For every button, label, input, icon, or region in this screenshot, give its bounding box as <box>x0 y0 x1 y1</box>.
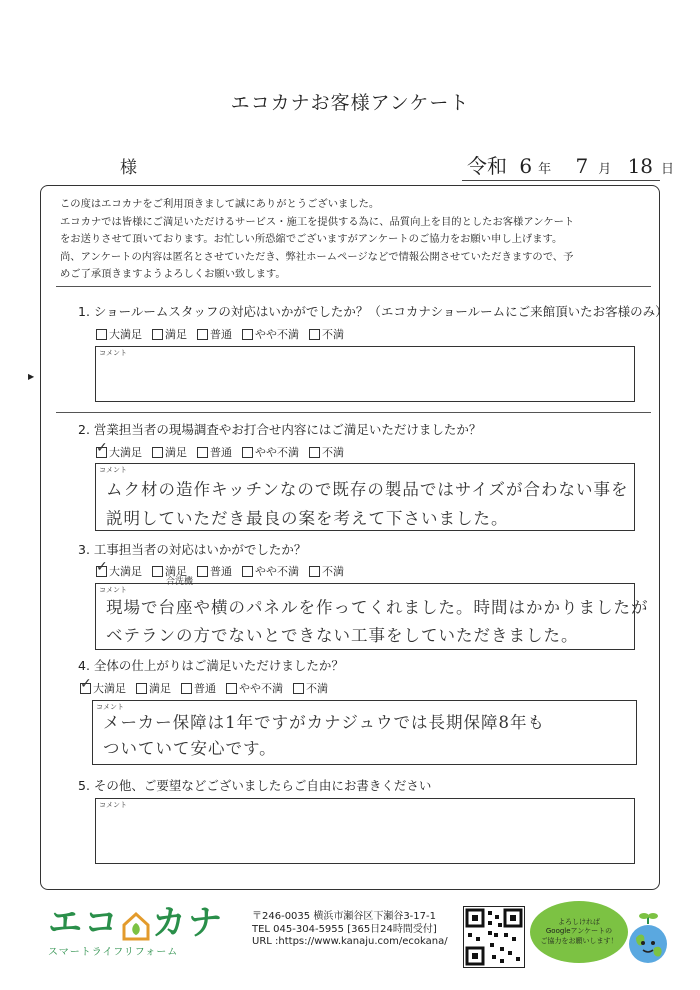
option-very-satisfied[interactable]: ✓ 大満足 <box>96 439 142 459</box>
intro-line: 尚、アンケートの内容は匿名とさせていただき、弊社ホームページなどで情報公開させていただきますので、予 <box>60 250 574 263</box>
option-somewhat-dissatisfied[interactable]: やや不満 <box>242 326 299 342</box>
date-year: 6 <box>519 154 533 178</box>
question-2-comment-box[interactable] <box>95 463 635 531</box>
checkbox[interactable] <box>226 683 237 694</box>
option-somewhat-dissatisfied[interactable]: やや不満 <box>226 680 283 696</box>
option-satisfied[interactable]: 満足 <box>152 444 187 460</box>
checkbox[interactable] <box>242 447 253 458</box>
bubble-line: よろしければ <box>558 917 600 926</box>
intro-text <box>60 196 650 284</box>
bubble-line: ご協力をお願いします！ <box>540 936 618 945</box>
checkmark-icon: ✓ <box>96 439 108 456</box>
address-line: URL :https://www.kanaju.com/ecokana/ <box>252 936 448 947</box>
comment-handwriting-line: 説明していただき最良の案を考えて下さいました。 <box>106 509 509 528</box>
checkbox[interactable] <box>197 329 208 340</box>
intro-line: エコカナでは皆様にご満足いただけるサービス・施工を提供する為に、品質向上を目的としたお客様アンケート <box>60 215 575 228</box>
checkbox-checked[interactable] <box>96 558 108 577</box>
comment-handwriting-line: 現場で台座や横のパネルを作ってくれました。時間はかかりましたが <box>106 598 649 617</box>
checkmark-icon: ✓ <box>96 558 108 575</box>
option-somewhat-dissatisfied[interactable]: やや不満 <box>242 563 299 579</box>
qr-code-icon[interactable] <box>463 906 525 968</box>
question-4-comment-box[interactable] <box>92 700 637 765</box>
question-3-title: 3. 工事担当者の対応はいかがでしたか？ <box>78 542 307 557</box>
date-month-unit: 月 <box>598 162 612 177</box>
option-dissatisfied[interactable]: 不満 <box>293 680 328 696</box>
ecokana-logo <box>48 905 224 958</box>
logo-subtitle: スマートライフリフォーム <box>48 947 179 958</box>
option-dissatisfied[interactable]: 不満 <box>309 444 344 460</box>
option-neutral[interactable]: 普通 <box>197 563 232 579</box>
question-3-comment-box[interactable] <box>95 577 649 650</box>
comment-label: コメント <box>99 466 127 474</box>
house-icon <box>122 911 150 941</box>
survey-date <box>467 150 674 179</box>
customer-name-suffix: 様 <box>120 158 137 178</box>
question-5-comment-box[interactable] <box>95 798 635 864</box>
checkbox[interactable] <box>152 447 163 458</box>
date-day-unit: 日 <box>661 162 675 177</box>
question-1-title: 1. ショールームスタッフの対応はいかがでしたか？（エコカナショールームにご来館頂いたお客様のみ） <box>78 304 668 319</box>
option-somewhat-dissatisfied[interactable]: やや不満 <box>242 444 299 460</box>
checkbox[interactable] <box>197 566 208 577</box>
option-neutral[interactable]: 普通 <box>197 444 232 460</box>
company-address <box>252 911 448 949</box>
question-4-title: 4. 全体の仕上がりはご満足いただけましたか？ <box>78 658 344 673</box>
checkbox[interactable] <box>309 329 320 340</box>
comment-label: コメント <box>99 586 127 594</box>
option-satisfied[interactable]: 満足 <box>136 680 171 696</box>
question-1-comment-box[interactable] <box>95 346 635 402</box>
checkbox[interactable] <box>197 447 208 458</box>
option-neutral[interactable]: 普通 <box>181 680 216 696</box>
checkbox[interactable] <box>96 329 107 340</box>
date-year-unit: 年 <box>538 162 552 177</box>
date-underline <box>462 180 660 181</box>
comment-handwriting-note: 合洗機 <box>166 577 194 587</box>
option-very-satisfied[interactable]: ✓ 大満足 <box>80 675 126 695</box>
option-dissatisfied[interactable]: 不満 <box>309 563 344 579</box>
earth-mascot-icon <box>624 912 672 970</box>
question-1-options <box>96 326 344 342</box>
logo-text-right: カナ <box>152 903 224 943</box>
date-era: 令和 <box>467 154 507 178</box>
intro-line: をお送りさせて頂いております。お忙しい所恐縮でございますがアンケートのご協力をお願い申し上げます。 <box>60 233 563 245</box>
checkbox[interactable] <box>309 447 320 458</box>
comment-handwriting-line: ベテランの方でないとできない工事をしていただきました。 <box>106 626 579 645</box>
option-satisfied[interactable]: 満足 <box>152 326 187 342</box>
comment-label: コメント <box>96 703 124 711</box>
question-divider <box>56 412 651 413</box>
address-line: TEL 045-304-5955 [365日24時間受付] <box>252 923 437 935</box>
margin-marker-icon: ▶ <box>28 372 35 381</box>
checkbox[interactable] <box>309 566 320 577</box>
checkbox[interactable] <box>293 683 304 694</box>
option-very-satisfied[interactable]: ✓ 大満足 <box>96 558 142 578</box>
bubble-line: Googleアンケートの <box>545 927 613 936</box>
question-4-options <box>80 675 328 696</box>
option-dissatisfied[interactable]: 不満 <box>309 326 344 342</box>
checkmark-icon: ✓ <box>80 675 92 692</box>
comment-label: コメント <box>99 349 127 357</box>
checkbox[interactable] <box>181 683 192 694</box>
option-neutral[interactable]: 普通 <box>197 326 232 342</box>
comment-handwriting-line: ムク材の造作キッチンなので既存の製品ではサイズが合わない事を <box>106 480 629 499</box>
checkbox[interactable] <box>242 329 253 340</box>
question-2-title: 2. 営業担当者の現場調査やお打合せ内容にはご満足いただけましたか？ <box>78 422 482 437</box>
comment-handwriting-line: メーカー保障は1年ですがカナジュウでは長期保障8年も <box>103 713 546 732</box>
comment-handwriting-line: ついていて安心です。 <box>103 739 277 758</box>
survey-title: エコカナお客様アンケート <box>230 92 470 114</box>
checkbox-checked[interactable] <box>80 675 92 694</box>
option-satisfied[interactable]: 満足 <box>152 563 187 579</box>
logo-text-left: エコ <box>48 903 120 943</box>
google-survey-bubble <box>530 901 628 963</box>
date-day: 18 <box>627 154 654 178</box>
question-3-options <box>96 558 344 579</box>
checkbox[interactable] <box>242 566 253 577</box>
option-very-satisfied[interactable]: 大満足 <box>96 326 142 342</box>
checkbox-checked[interactable] <box>96 439 108 458</box>
question-2-options <box>96 439 344 460</box>
intro-line: めご了承頂きますようよろしくお願い致します。 <box>60 268 286 280</box>
checkbox[interactable] <box>152 329 163 340</box>
checkbox[interactable] <box>136 683 147 694</box>
date-month: 7 <box>575 154 589 178</box>
intro-line: この度はエコカナをご利用頂きまして誠にありがとうございました。 <box>60 198 380 210</box>
address-line: 〒246-0035 横浜市瀬谷区下瀬谷3-17-1 <box>252 911 436 922</box>
question-5-title: 5. その他、ご要望などございましたらご自由にお書きください <box>78 778 432 793</box>
checkbox[interactable] <box>152 566 163 577</box>
comment-label: コメント <box>99 801 127 809</box>
intro-divider <box>56 286 651 287</box>
